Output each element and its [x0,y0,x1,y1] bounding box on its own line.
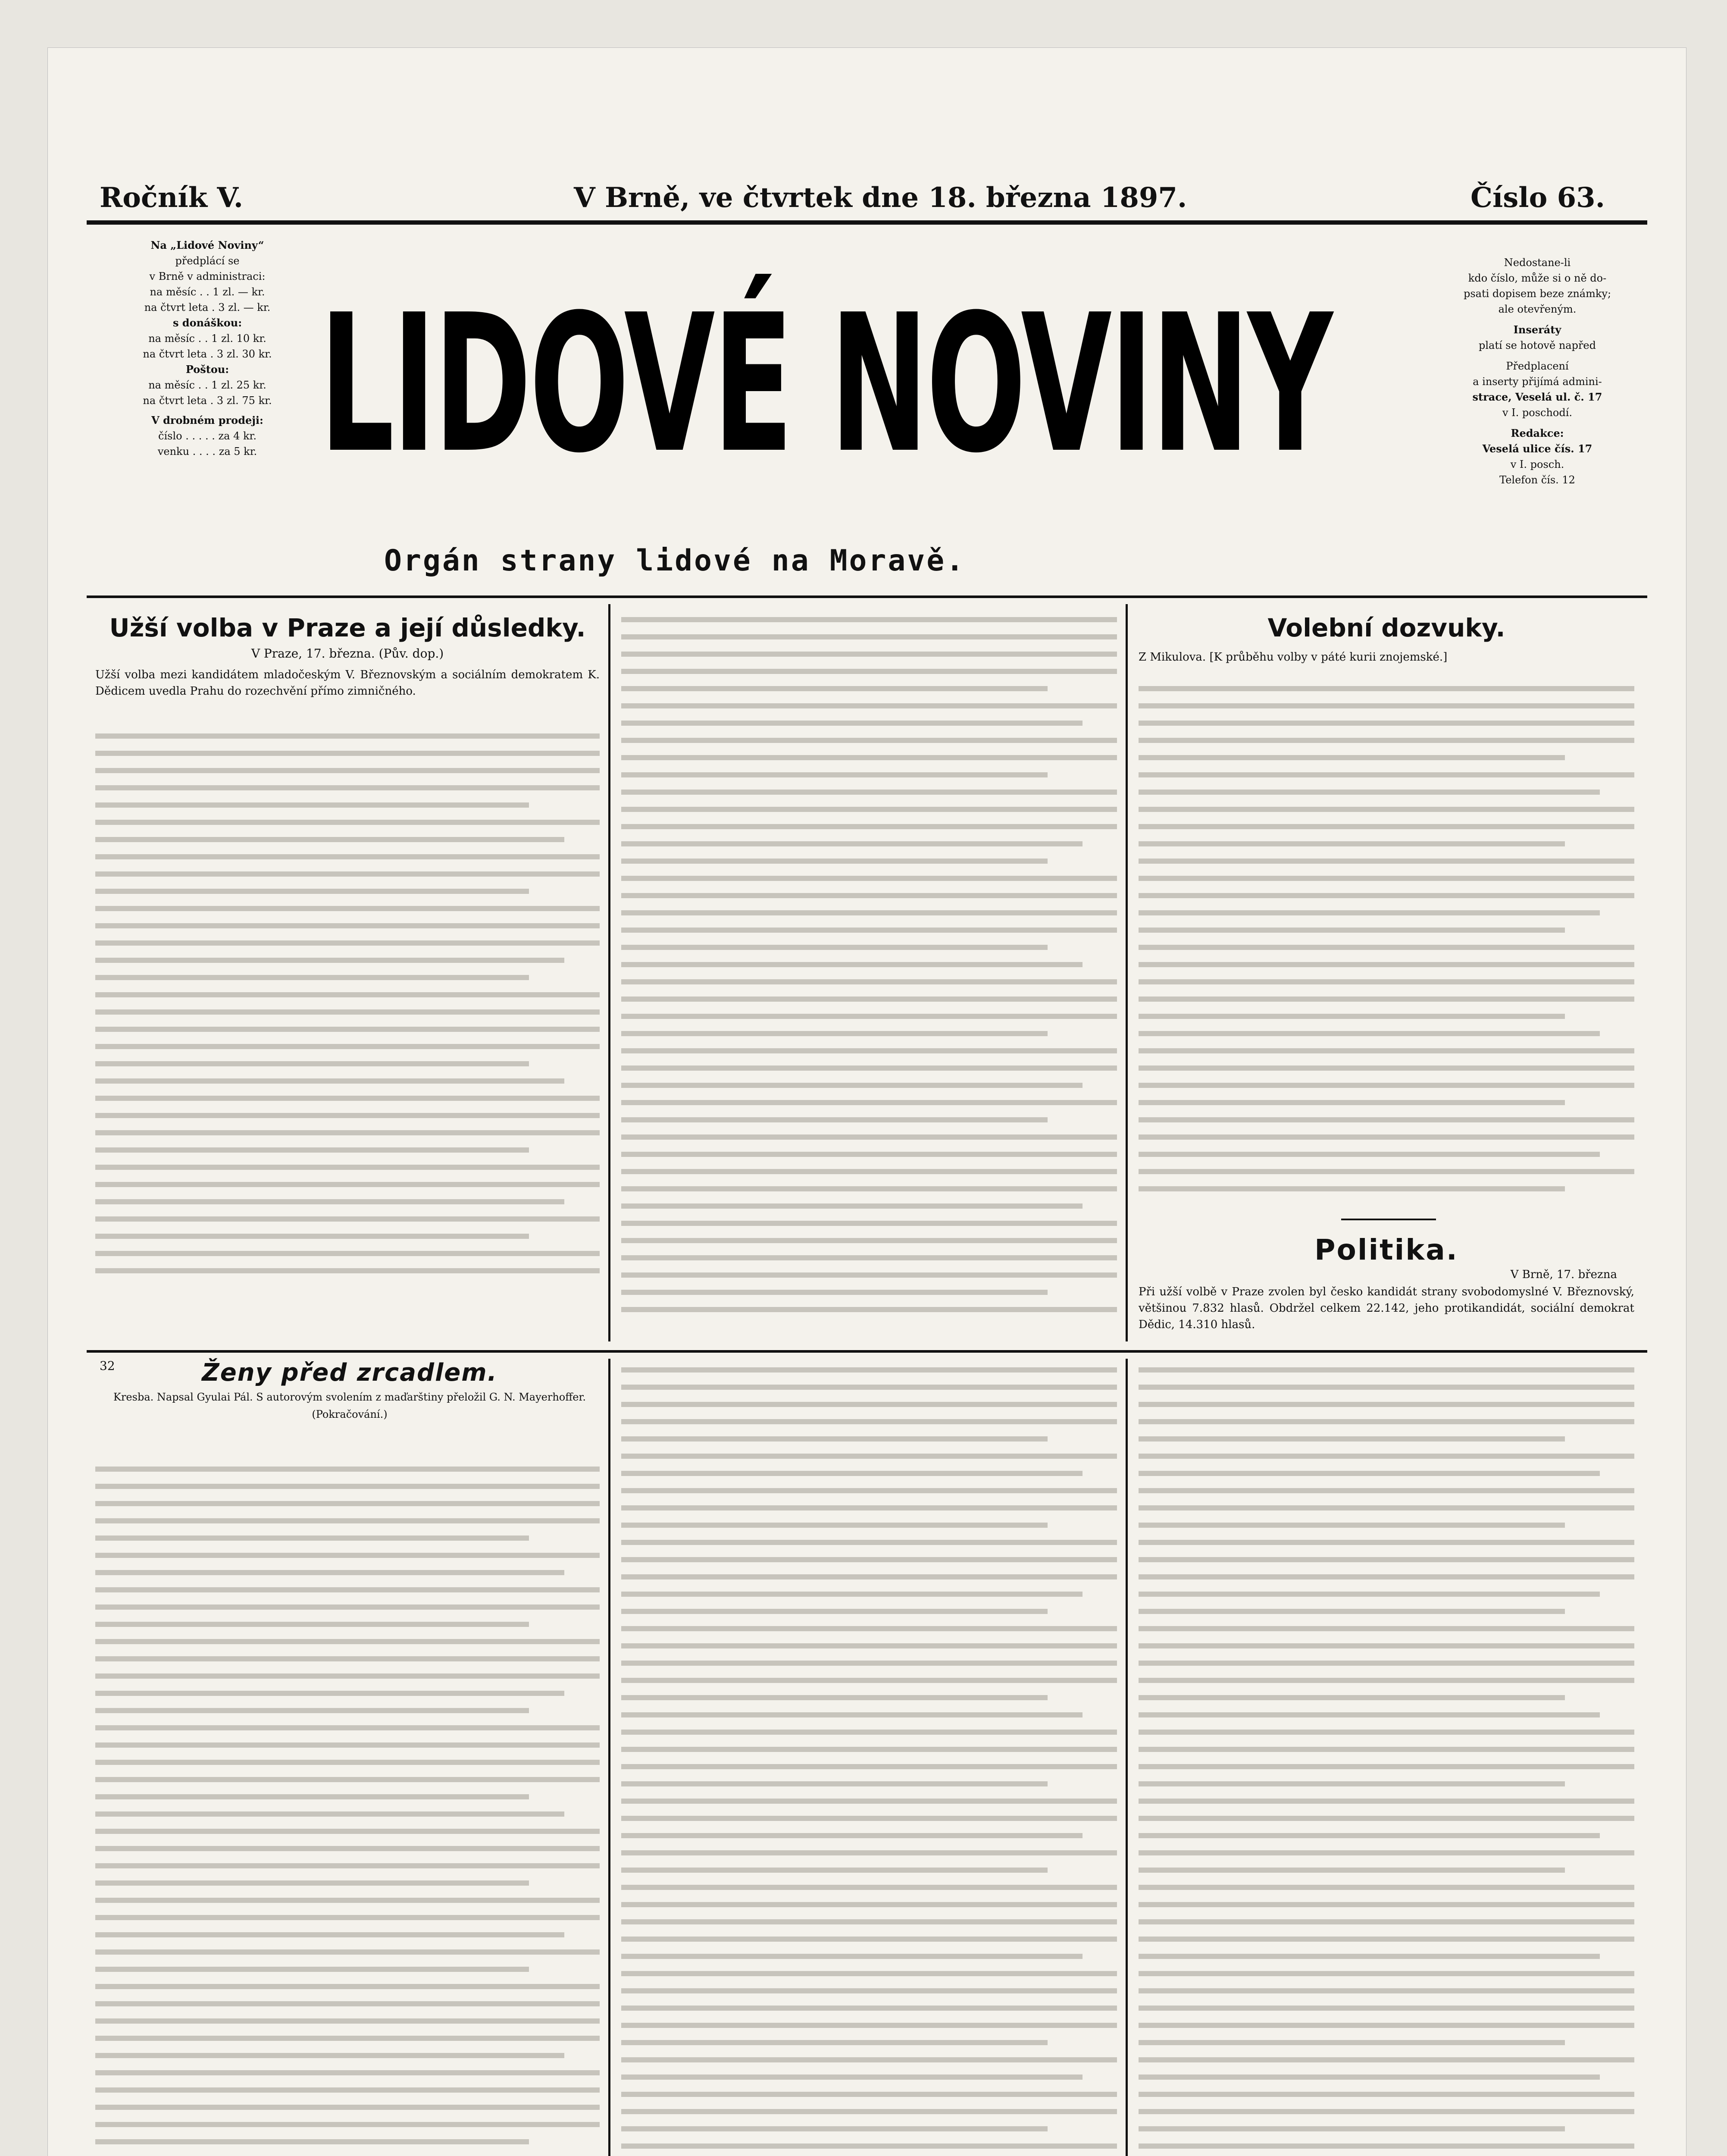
sub-line: Poštou: [185,363,229,376]
feuilleton-byline: Kresba. Napsal Gyulai Pál. S autorovým svolením z maďarštiny přeložil G. N. Mayerhoffer. [113,1391,586,1403]
article-paragraph: Při užší volbě v Praze zvolen byl česko kandidát strany svobodomyslné V. Březnovský, většinou 7.832 hlasů. Obdržel celkem 22.142, jeho protikandidát, sociální demokrat Dědic, 14.310 hlasů. [1139,1285,1634,1331]
sub-line: na měsíc . . 1 zl. 25 kr. [148,379,266,391]
feuilleton-number: 32 [100,1359,115,1373]
column-divider [608,1359,610,2156]
article-volebni-dozvuky [1139,613,1634,670]
info-line: psati dopisem beze známky; [1463,288,1611,300]
article-paragraph: Z Mikulova. [K průběhu volby v páté kurii znojemské.] [1139,651,1448,664]
info-line: Předplacení [1506,360,1569,372]
masthead-title: LIDOVÉ NOVINY [319,274,1331,495]
section-divider [1341,1219,1436,1220]
date-line: V Brně, ve čtvrtek dne 18. března 1897. [574,182,1187,214]
info-line: Inseráty [1513,323,1561,336]
feuilleton-rule [87,1350,1647,1353]
section-title: Politika. [1314,1233,1458,1266]
masthead-subtitle: Orgán strany lidové na Moravě. [384,544,966,578]
feuilleton-header [95,1359,604,1420]
sub-line: v Brně v administraci: [149,270,266,282]
article-body-lines [95,733,600,1285]
column-divider [608,604,610,1341]
article-paragraph: Užší volba mezi kandidátem mladočeským V. Březnovským a sociálním demokratem K. Dědicem uvedla Prahu do rozechvění přímo zimničného. [95,668,600,698]
article-dateline: V Praze, 17. března. (Pův. dop.) [251,646,444,661]
article-continuation-lines [621,617,1117,1324]
volume-label: Ročník V. [100,182,244,214]
sub-line: na měsíc . . 1 zl. 10 kr. [148,332,266,345]
section-politika [1139,1234,1634,1337]
sub-line: na měsíc . . 1 zl. — kr. [150,286,265,298]
article-uzsi-volba [95,613,600,704]
sub-line: V drobném prodeji: [151,414,263,426]
section-dateline: V Brně, 17. března [1510,1268,1617,1281]
feuilleton-continuation: (Pokračování.) [312,1408,388,1420]
sub-line: Na „Lidové Noviny“ [150,239,264,251]
info-line: platí se hotově napřed [1478,339,1596,351]
column-divider [1126,1359,1128,2156]
info-line: Redakce: [1511,427,1564,439]
subscription-box [108,238,307,459]
sub-line: předplácí se [175,255,240,267]
sub-line: na čtvrt leta . 3 zl. 75 kr. [143,395,272,407]
article-title: Užší volba v Praze a její důsledky. [109,613,586,642]
info-line: a inserty přijímá admini- [1473,376,1602,388]
column-divider [1126,604,1128,1341]
newspaper-page [47,47,1686,2156]
sub-line: s donáškou: [172,317,242,329]
article-body-lines [1139,686,1634,1203]
info-line: Telefon čís. 12 [1499,474,1575,486]
feuilleton-text-col2 [621,1367,1117,2156]
info-line: kdo číslo, může si o ně do- [1468,272,1607,284]
feuilleton-text-col3 [1139,1367,1634,2156]
article-title: Volební dozvuky. [1267,613,1505,642]
info-line: v I. poschodí. [1502,407,1573,419]
feuilleton-title: Ženy před zrcadlem. [202,1359,497,1387]
issue-number: Číslo 63. [1470,182,1605,214]
info-box [1445,255,1630,488]
feuilleton-text-col1 [95,1467,600,2156]
info-line: ale otevřeným. [1498,303,1577,315]
sub-line: číslo . . . . . za 4 kr. [158,430,257,442]
masthead-rule [87,595,1647,598]
sub-line: na čtvrt leta . 3 zl. 30 kr. [143,348,272,360]
info-line: strace, Veselá ul. č. 17 [1472,391,1602,403]
info-line: v I. posch. [1510,458,1564,470]
info-line: Veselá ulice čís. 17 [1482,442,1592,455]
sub-line: venku . . . . za 5 kr. [157,445,257,458]
info-line: Nedostane-li [1504,257,1571,269]
sub-line: na čtvrt leta . 3 zl. — kr. [144,301,271,313]
header-rule [87,220,1647,225]
